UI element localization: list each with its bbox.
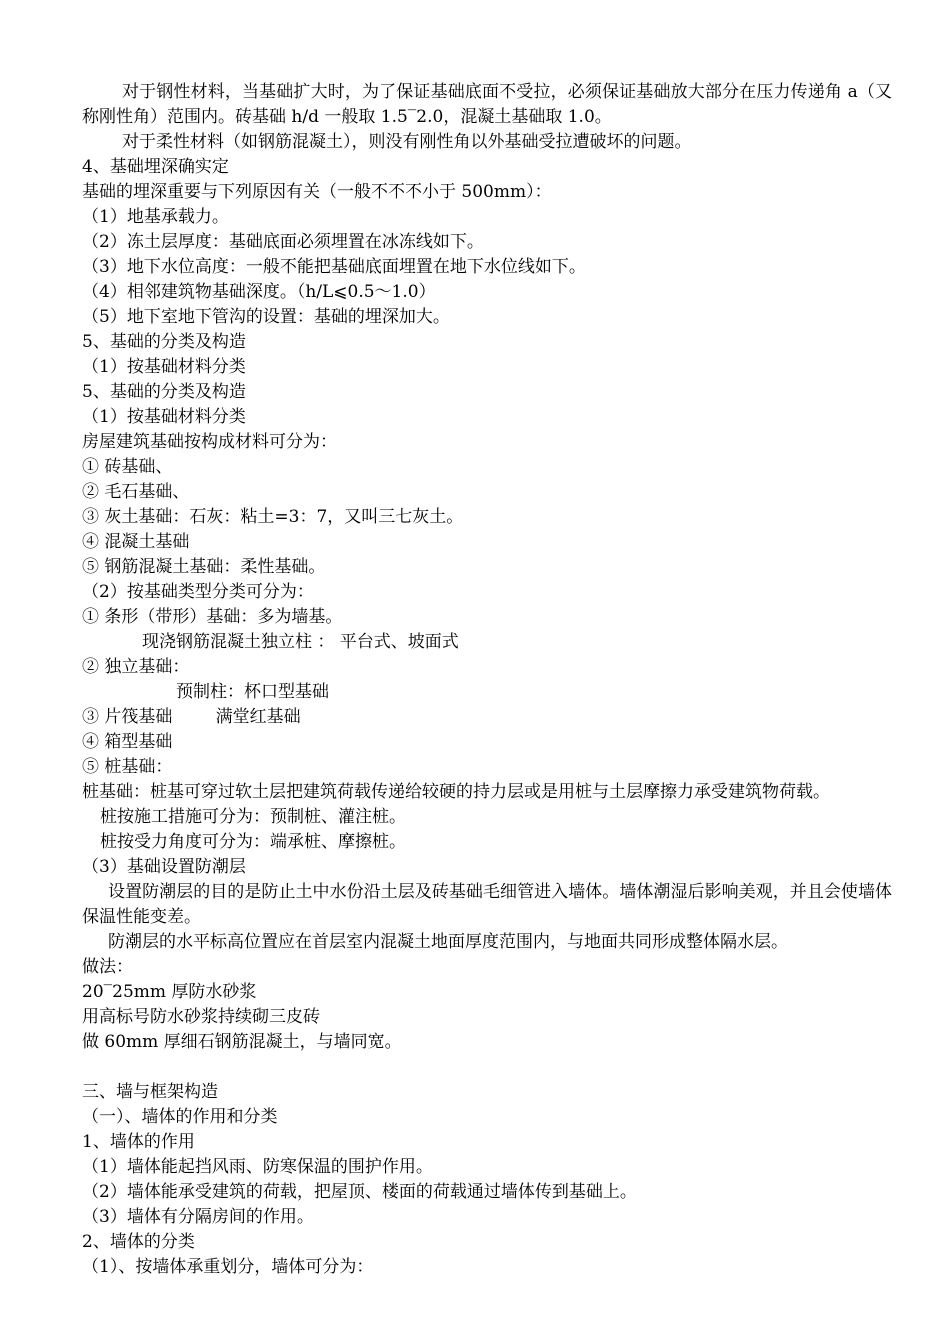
list-item-depth-factor-2: （2）冻土层厚度：基础底面必须埋置在冰冻线如下。	[82, 232, 484, 252]
document-body	[82, 80, 892, 1280]
text-method-label: 做法：	[82, 957, 133, 977]
list-item-wall-function-3: （3）墙体有分隔房间的作用。	[82, 1207, 314, 1227]
subheading-by-material-repeat: （1）按基础材料分类	[82, 407, 246, 427]
list-item-method-concrete: 做 60mm 厚细石钢筋混凝土，与墙同宽。	[82, 1032, 402, 1052]
subheading-by-load-bearing: （1）、按墙体承重划分，墙体可分为：	[82, 1257, 374, 1277]
list-item-depth-factor-4: （4）相邻建筑物基础深度。（h/L⩽0.5～1.0）	[82, 282, 436, 302]
list-item-rubble-foundation: ② 毛石基础、	[82, 482, 190, 502]
heading-foundation-classification: 5、基础的分类及构造	[82, 332, 246, 352]
list-item-method-mortar: 20‾25mm 厚防水砂浆	[82, 982, 257, 1002]
list-item-depth-factor-5: （5）地下室地下管沟的设置：基础的埋深加大。	[82, 307, 450, 327]
paragraph-rigid-material: 对于钢性材料，当基础扩大时，为了保证基础底面不受拉，必须保证基础放大部分在压力传递角 a（又称刚性角）范围内。砖基础 h/d 一般取 1.5‾2.0，混凝土基础取 1.0。	[82, 82, 892, 127]
list-item-raft-foundation: ③ 片筏基础 满堂红基础	[82, 707, 301, 727]
text-depth-factors-intro: 基础的埋深重要与下列原因有关（一般不不不小于 500mm）：	[82, 182, 552, 202]
list-item-depth-factor-1: （1）地基承载力。	[82, 207, 229, 227]
list-item-box-foundation: ④ 箱型基础	[82, 732, 173, 752]
list-item-pile-foundation: ⑤ 桩基础：	[82, 757, 173, 777]
list-item-isolated-foundation: ② 独立基础：	[82, 657, 190, 677]
heading-foundation-classification-repeat: 5、基础的分类及构造	[82, 382, 246, 402]
list-item-wall-function-2: （2）墙体能承受建筑的荷载，把屋顶、楼面的荷载通过墙体传到基础上。	[82, 1182, 637, 1202]
paragraph-pile-foundation: 桩基础：桩基可穿过软土层把建筑荷载传递给较硬的持力层或是用桩与土层摩擦力承受建筑物荷载。	[82, 782, 830, 802]
text-cast-in-place-column: 现浇钢筋混凝土独立柱 ： 平台式、坡面式	[142, 632, 459, 652]
heading-foundation-depth: 4、基础埋深确实定	[82, 157, 229, 177]
list-item-rc-foundation: ⑤ 钢筋混凝土基础：柔性基础。	[82, 557, 326, 577]
text-precast-column: 预制柱：杯口型基础	[176, 682, 329, 702]
text-pile-by-construction: 桩按施工措施可分为：预制桩、灌注桩。	[100, 807, 406, 827]
paragraph-flexible-material: 对于柔性材料（如钢筋混凝土），则没有刚性角以外基础受拉遭破坏的问题。	[122, 132, 692, 152]
list-item-wall-function-1: （1）墙体能起挡风雨、防寒保温的围护作用。	[82, 1157, 433, 1177]
list-item-concrete-foundation: ④ 混凝土基础	[82, 532, 190, 552]
subheading-damp-proof-layer: （3）基础设置防潮层	[82, 857, 246, 877]
text-pile-by-force: 桩按受力角度可分为：端承桩、摩擦桩。	[100, 832, 406, 852]
subheading-by-material: （1）按基础材料分类	[82, 357, 246, 377]
text-material-intro: 房屋建筑基础按构成材料可分为：	[82, 432, 337, 452]
paragraph-damp-proof-level: 防潮层的水平标高位置应在首层室内混凝土地面厚度范围内，与地面共同形成整体隔水层。	[108, 932, 788, 952]
list-item-lime-soil-foundation: ③ 灰土基础：石灰：粘土=3：7，又叫三七灰土。	[82, 507, 464, 527]
subheading-by-type: （2）按基础类型分类可分为：	[82, 582, 314, 602]
heading-wall-and-frame: 三、墙与框架构造	[82, 1082, 218, 1102]
paragraph-damp-proof-purpose: 设置防潮层的目的是防止土中水份沿土层及砖基础毛细管进入墙体。墙体潮湿后影响美观，并且会使墙体保温性能变差。	[82, 882, 892, 927]
heading-wall-classification: 2、墙体的分类	[82, 1232, 195, 1252]
list-item-strip-foundation: ① 条形（带形）基础：多为墙基。	[82, 607, 343, 627]
list-item-depth-factor-3: （3）地下水位高度：一般不能把基础底面埋置在地下水位线如下。	[82, 257, 586, 277]
blank-line	[82, 1055, 892, 1080]
list-item-brick-foundation: ① 砖基础、	[82, 457, 173, 477]
subheading-wall-function-classification: （一）、墙体的作用和分类	[82, 1107, 278, 1127]
heading-wall-function: 1、墙体的作用	[82, 1132, 195, 1152]
list-item-method-brick: 用高标号防水砂浆持续砌三皮砖	[82, 1007, 320, 1027]
